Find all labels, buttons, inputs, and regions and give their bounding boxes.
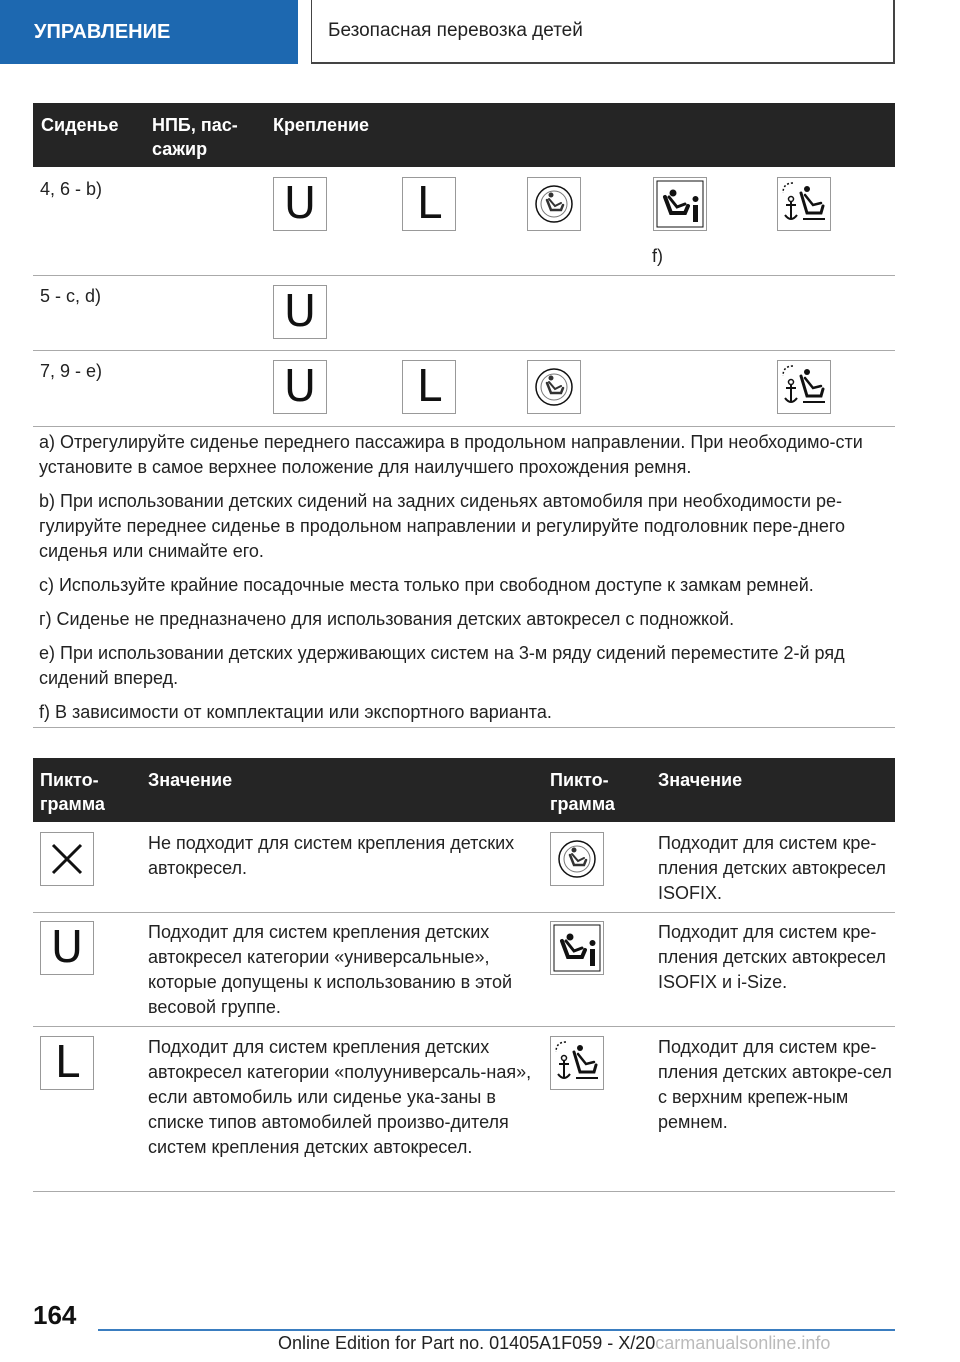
- col-meaning-1: Значение: [148, 770, 233, 790]
- footnotes: [39, 430, 891, 734]
- seat-cell: 7, 9 - e): [40, 361, 103, 381]
- footnote-d: г) Сиденье не предназначено для использования детских автокресел с подножкой.: [39, 609, 735, 629]
- isofix-isize-icon: [550, 921, 604, 975]
- footnote-b: b) При использовании детских сидений на задних сиденьях автомобиля при необходимости ре-гулируйте переднее сиденье в продольном направлении и регулируйте подголовник пере-днего сиденья или снимайте его.: [39, 491, 846, 561]
- col-seat: Сиденье: [41, 115, 119, 135]
- top-tether-icon: [777, 360, 831, 414]
- semi-universal-icon: L: [402, 360, 456, 414]
- col-meaning-2: Значение: [658, 770, 743, 790]
- meaning-text: Подходит для систем крепления детских автокресел категории «полууниверсаль-ная», если автомобиль или сиденье ука-заны в списке типов автомобилей произво-дителя систем крепления детских автокресел.: [148, 1037, 532, 1157]
- seat-cell: 5 - c, d): [40, 286, 102, 306]
- not-suitable-icon: [40, 832, 94, 886]
- meaning-text: Подходит для систем кре-пления детских автокресел ISOFIX.: [658, 833, 886, 903]
- top-tether-icon: [550, 1036, 604, 1090]
- section-title: УПРАВЛЕНИЕ: [34, 20, 171, 43]
- isofix-icon: [550, 832, 604, 886]
- footer-edition: [278, 1333, 830, 1354]
- table-row: [33, 351, 895, 427]
- seat-table-header: [33, 103, 895, 167]
- top-tether-icon: [777, 177, 831, 231]
- semi-universal-icon: L: [402, 177, 456, 231]
- meaning-text: Подходит для систем кре-пления детских автокресел ISOFIX и i-Size.: [658, 922, 886, 992]
- universal-icon: U: [273, 285, 327, 339]
- meaning-text: Подходит для систем крепления детских автокресел категории «универсальные», которые допущены к использованию в этой весовой группе.: [148, 922, 513, 1017]
- footnote-e: e) При использовании детских удерживающих систем на 3-м ряду сидений переместите 2-й ряд сидений вперед.: [39, 643, 845, 688]
- isofix-icon: [527, 177, 581, 231]
- footnote-a: a) Отрегулируйте сиденье переднего пассажира в продольном направлении. При необходимо-сти установите в самое верхнее положение для наилучшего прохождения ремня.: [39, 432, 863, 477]
- edition-text: Online Edition for Part no. 01405A1F059 - X/20: [278, 1333, 656, 1353]
- universal-icon: U: [273, 177, 327, 231]
- page-header: [311, 0, 895, 64]
- footer-divider: [98, 1329, 895, 1331]
- table-row: [33, 276, 895, 351]
- meaning-text: Не подходит для систем крепления детских автокресел.: [148, 833, 515, 878]
- isofix-icon: [527, 360, 581, 414]
- legend-table-header: [33, 758, 895, 822]
- semi-universal-icon: L: [40, 1036, 94, 1090]
- meaning-text: Подходит для систем кре-пления детских автокре-сел с верхним крепеж-ным ремнем.: [658, 1037, 892, 1132]
- col-picto-1: Пикто-грамма: [40, 770, 105, 814]
- page-title: Безопасная перевозка детей: [328, 20, 583, 41]
- col-npb: НПБ, пас-сажир: [152, 115, 238, 159]
- isofix-isize-icon: [653, 177, 707, 231]
- table-row: [33, 1027, 895, 1192]
- footnote-ref: f): [652, 246, 663, 266]
- page-number: 164: [33, 1300, 77, 1330]
- footnote-f: f) В зависимости от комплектации или экспортного варианта.: [39, 702, 552, 722]
- table-row: [33, 167, 895, 276]
- divider: [33, 727, 895, 728]
- universal-icon: U: [273, 360, 327, 414]
- col-picto-2: Пикто-грамма: [550, 770, 615, 814]
- watermark: carmanualsonline.info: [655, 1333, 831, 1353]
- footnote-c: c) Используйте крайние посадочные места только при свободном доступе к замкам ремней.: [39, 575, 814, 595]
- section-tab: [0, 0, 298, 64]
- seat-cell: 4, 6 - b): [40, 179, 103, 199]
- table-row: [33, 913, 895, 1027]
- table-row: [33, 822, 895, 913]
- col-mount: Крепление: [273, 115, 370, 135]
- universal-icon: U: [40, 921, 94, 975]
